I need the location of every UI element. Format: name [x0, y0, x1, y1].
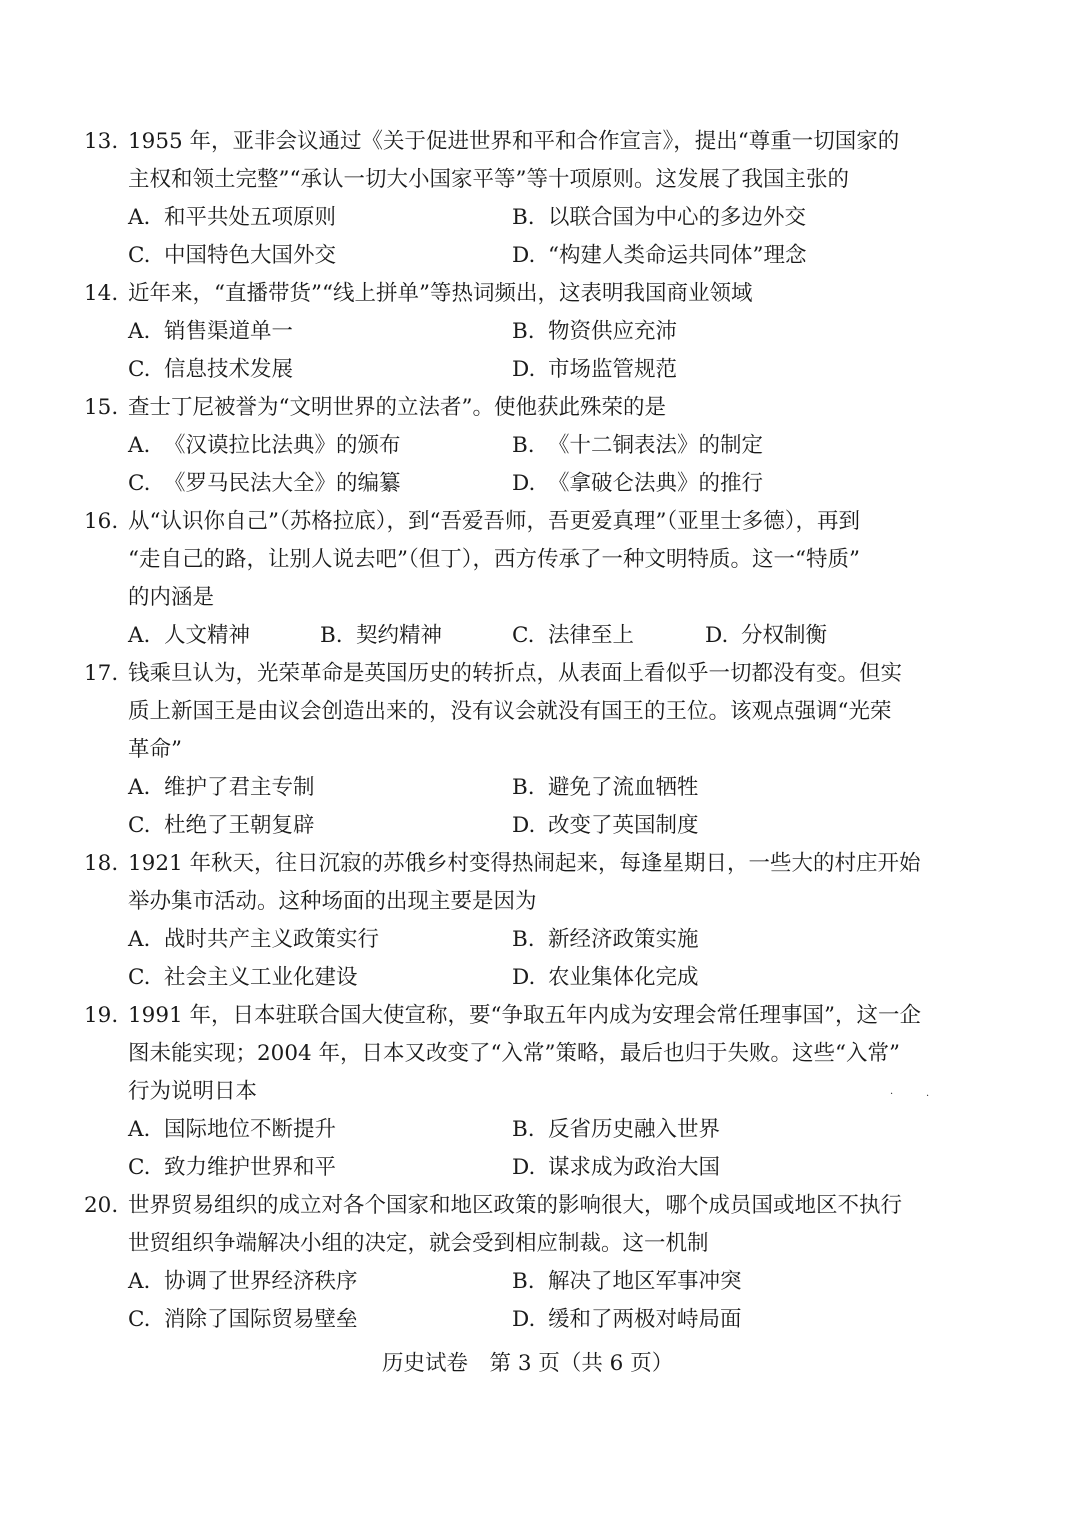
answer-option-b[interactable]	[512, 318, 677, 346]
question-stem-line: 举办集市活动。这种场面的出现主要是因为	[128, 889, 537, 914]
option-text: 国际地位不断提升	[164, 1117, 337, 1142]
question-stem-line: 主权和领土完整”“承认一切大小国家平等”等十项原则。这发展了我国主张的	[128, 167, 849, 192]
option-letter: A.	[128, 775, 151, 800]
question-number: 20.	[84, 1193, 119, 1218]
question-number: 14.	[84, 281, 119, 306]
answer-option-d[interactable]	[512, 356, 677, 384]
option-text: 缓和了两极对峙局面	[548, 1307, 742, 1332]
question-stem-line: 1921 年秋天，往日沉寂的苏俄乡村变得热闹起来，每逢星期日，一些大的村庄开始	[128, 851, 921, 876]
question-stem-line: 1991 年，日本驻联合国大使宣称，要“争取五年内成为安理会常任理事国”，这一企	[128, 1003, 922, 1028]
answer-option-c[interactable]	[128, 812, 315, 840]
option-letter: C.	[128, 1155, 151, 1180]
answer-option-c[interactable]	[128, 470, 401, 498]
option-letter: D.	[512, 965, 536, 990]
option-letter: A.	[128, 205, 151, 230]
answer-option-c[interactable]	[128, 242, 336, 270]
question-number: 13.	[84, 129, 119, 154]
option-text: 契约精神	[356, 623, 443, 648]
question-stem-line: 1955 年，亚非会议通过《关于促进世界和平和合作宣言》，提出“尊重一切国家的	[128, 129, 900, 154]
answer-option-a[interactable]	[128, 318, 293, 346]
option-text: 信息技术发展	[164, 357, 294, 382]
option-text: 物资供应充沛	[548, 319, 678, 344]
option-text: 反省历史融入世界	[548, 1117, 721, 1142]
option-letter: C.	[128, 243, 151, 268]
option-letter: C.	[128, 965, 151, 990]
option-text: “构建人类命运共同体”理念	[548, 243, 807, 268]
question-number: 18.	[84, 851, 119, 876]
option-text: 解决了地区军事冲突	[548, 1269, 742, 1294]
answer-option-d[interactable]	[705, 622, 827, 650]
option-letter: B.	[512, 1117, 535, 1142]
answer-option-b[interactable]	[512, 926, 699, 954]
option-text: 谋求成为政治大国	[548, 1155, 721, 1180]
option-text: 《十二铜表法》的制定	[548, 433, 764, 458]
answer-option-a[interactable]	[128, 1268, 358, 1296]
answer-option-d[interactable]	[512, 964, 699, 992]
question-stem-line: 图未能实现；2004 年，日本又改变了“入常”策略，最后也归于失败。这些“入常”	[128, 1041, 901, 1066]
option-letter: D.	[512, 357, 536, 382]
option-text: 新经济政策实施	[548, 927, 699, 952]
answer-option-b[interactable]	[512, 1268, 742, 1296]
question-stem-line: 世界贸易组织的成立对各个国家和地区政策的影响很大，哪个成员国或地区不执行	[128, 1193, 903, 1218]
option-text: 杜绝了王朝复辟	[164, 813, 315, 838]
option-letter: C.	[512, 623, 535, 648]
answer-option-b[interactable]	[512, 774, 699, 802]
option-text: 维护了君主专制	[164, 775, 315, 800]
option-letter: A.	[128, 927, 151, 952]
option-letter: A.	[128, 1117, 151, 1142]
option-letter: B.	[512, 319, 535, 344]
option-text: 消除了国际贸易壁垒	[164, 1307, 358, 1332]
answer-option-a[interactable]	[128, 622, 250, 650]
option-letter: A.	[128, 433, 151, 458]
option-letter: C.	[128, 813, 151, 838]
answer-option-c[interactable]	[512, 622, 634, 650]
answer-option-b[interactable]	[512, 1116, 720, 1144]
option-text: 中国特色大国外交	[164, 243, 337, 268]
answer-option-c[interactable]	[128, 1306, 358, 1334]
answer-option-a[interactable]	[128, 774, 315, 802]
option-letter: B.	[512, 205, 535, 230]
question-stem-line: 从“认识你自己”（苏格拉底），到“吾爱吾师，吾更爱真理”（亚里士多德），再到	[128, 509, 860, 534]
answer-option-b[interactable]	[320, 622, 442, 650]
option-text: 《罗马民法大全》的编纂	[164, 471, 401, 496]
option-letter: D.	[512, 243, 536, 268]
answer-option-c[interactable]	[128, 964, 358, 992]
answer-option-b[interactable]	[512, 204, 806, 232]
answer-option-c[interactable]	[128, 1154, 336, 1182]
option-letter: C.	[128, 471, 151, 496]
option-text: 《拿破仑法典》的推行	[548, 471, 764, 496]
question-number: 15.	[84, 395, 119, 420]
answer-option-b[interactable]	[512, 432, 763, 460]
option-letter: D.	[512, 1307, 536, 1332]
option-text: 致力维护世界和平	[164, 1155, 337, 1180]
scan-speck: ·	[890, 1089, 894, 1100]
answer-option-c[interactable]	[128, 356, 293, 384]
option-letter: D.	[512, 813, 536, 838]
option-text: 社会主义工业化建设	[164, 965, 358, 990]
option-text: 《汉谟拉比法典》的颁布	[164, 433, 401, 458]
answer-option-d[interactable]	[512, 812, 699, 840]
option-text: 避免了流血牺牲	[548, 775, 699, 800]
option-letter: A.	[128, 319, 151, 344]
question-stem-line: 质上新国王是由议会创造出来的，没有议会就没有国王的王位。该观点强调“光荣	[128, 699, 892, 724]
scan-speck: ·	[926, 1091, 930, 1102]
question-stem-line: 革命”	[128, 737, 182, 762]
option-letter: B.	[320, 623, 343, 648]
page-footer: 历史试卷 第 3 页（共 6 页）	[382, 1351, 674, 1376]
option-text: 人文精神	[164, 623, 251, 648]
option-letter: D.	[512, 471, 536, 496]
option-letter: D.	[705, 623, 729, 648]
option-text: 改变了英国制度	[548, 813, 699, 838]
option-letter: B.	[512, 775, 535, 800]
answer-option-a[interactable]	[128, 204, 336, 232]
option-text: 农业集体化完成	[548, 965, 699, 990]
answer-option-d[interactable]	[512, 470, 763, 498]
option-letter: A.	[128, 1269, 151, 1294]
answer-option-a[interactable]	[128, 926, 379, 954]
option-letter: C.	[128, 357, 151, 382]
option-text: 销售渠道单一	[164, 319, 294, 344]
question-number: 16.	[84, 509, 119, 534]
option-text: 以联合国为中心的多边外交	[548, 205, 807, 230]
option-letter: B.	[512, 1269, 535, 1294]
option-letter: B.	[512, 927, 535, 952]
option-text: 法律至上	[548, 623, 635, 648]
option-letter: D.	[512, 1155, 536, 1180]
answer-option-d[interactable]	[512, 1306, 742, 1334]
question-stem-line: 钱乘旦认为，光荣革命是英国历史的转折点，从表面上看似乎一切都没有变。但实	[128, 661, 903, 686]
question-stem-line: 近年来，“直播带货”“线上拼单”等热词频出，这表明我国商业领域	[128, 281, 753, 306]
option-text: 协调了世界经济秩序	[164, 1269, 358, 1294]
option-text: 和平共处五项原则	[164, 205, 337, 230]
answer-option-a[interactable]	[128, 1116, 336, 1144]
question-number: 17.	[84, 661, 119, 686]
answer-option-d[interactable]	[512, 1154, 720, 1182]
option-letter: C.	[128, 1307, 151, 1332]
option-text: 分权制衡	[741, 623, 828, 648]
option-text: 市场监管规范	[548, 357, 678, 382]
answer-option-d[interactable]	[512, 242, 806, 270]
question-stem-line: 世贸组织争端解决小组的决定，就会受到相应制裁。这一机制	[128, 1231, 709, 1256]
question-stem-line: 查士丁尼被誉为“文明世界的立法者”。使他获此殊荣的是	[128, 395, 666, 420]
question-stem-line: “走自己的路，让别人说去吧”（但丁），西方传承了一种文明特质。这一“特质”	[128, 547, 860, 572]
question-number: 19.	[84, 1003, 119, 1028]
option-letter: B.	[512, 433, 535, 458]
option-text: 战时共产主义政策实行	[164, 927, 380, 952]
option-letter: A.	[128, 623, 151, 648]
answer-option-a[interactable]	[128, 432, 401, 460]
question-stem-line: 行为说明日本	[128, 1079, 258, 1104]
question-stem-line: 的内涵是	[128, 585, 215, 610]
